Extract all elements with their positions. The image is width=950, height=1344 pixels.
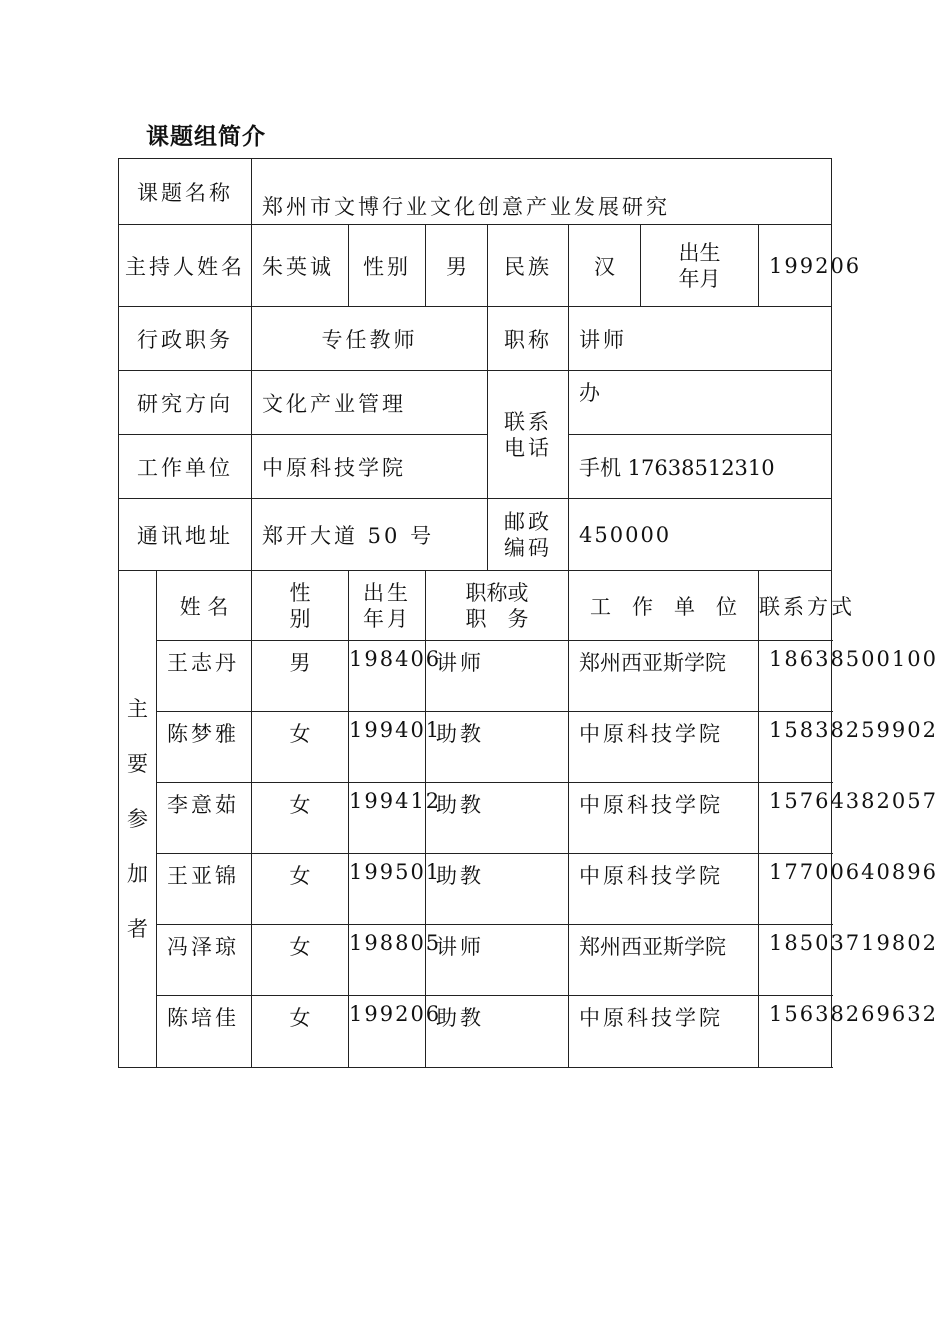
- participant-row: [119, 641, 832, 712]
- postcode-label-line2: 编码: [504, 535, 552, 560]
- host-row: [119, 225, 832, 307]
- participant-birth: 198406: [349, 641, 426, 712]
- rank-label: 职称: [488, 307, 569, 371]
- project-team-table: [118, 158, 938, 1068]
- research-direction-value: 文化产业管理: [252, 371, 488, 435]
- participants-header-row: [119, 571, 832, 641]
- participant-contact: 18638500100: [759, 641, 832, 712]
- header-rank-line2: 职 务: [465, 606, 529, 631]
- participant-gender: 男: [252, 641, 349, 712]
- admin-row: [119, 307, 832, 371]
- contact-phone-label: [488, 371, 569, 499]
- ethnicity-label: 民族: [488, 225, 569, 307]
- host-name-label: 主持人姓名: [119, 225, 252, 307]
- participant-birth: 199412: [349, 783, 426, 854]
- participant-birth: 199401: [349, 712, 426, 783]
- participant-contact: 15838259902: [759, 712, 832, 783]
- admin-post-value: 专任教师: [252, 307, 488, 371]
- header-birth-line2: 年月: [363, 606, 411, 631]
- mobile-phone-value: 手机 17638512310: [569, 435, 832, 499]
- header-birth-line1: 出生: [363, 580, 411, 605]
- gender-value: 男: [426, 225, 488, 307]
- admin-post-label: 行政职务: [119, 307, 252, 371]
- participant-contact: 18503719802: [759, 925, 832, 996]
- postcode-label-line1: 邮政: [504, 509, 552, 534]
- host-name-value: 朱英诚: [252, 225, 349, 307]
- header-rank: [426, 571, 569, 641]
- rank-value: 讲师: [569, 307, 832, 371]
- participant-name: 王亚锦: [157, 854, 252, 925]
- birth-value: 199206: [759, 225, 832, 307]
- participant-gender: 女: [252, 712, 349, 783]
- main-participants-char: 者: [127, 916, 148, 941]
- participant-unit: 中原科技学院: [569, 854, 759, 925]
- participant-gender: 女: [252, 925, 349, 996]
- participant-row: [119, 925, 832, 996]
- participant-unit: 郑州西亚斯学院: [569, 925, 759, 996]
- project-name-row: [119, 159, 832, 225]
- participant-name: 冯泽琼: [157, 925, 252, 996]
- participant-birth: 199206: [349, 996, 426, 1068]
- contact-phone-label-line2: 电话: [504, 435, 552, 460]
- participant-rank: 助教: [426, 712, 569, 783]
- address-label: 通讯地址: [119, 499, 252, 571]
- gender-label: 性别: [349, 225, 426, 307]
- participant-gender: 女: [252, 854, 349, 925]
- main-participants-char: 主: [127, 696, 148, 721]
- address-row: [119, 499, 832, 571]
- main-participants-char: 参: [127, 806, 148, 831]
- project-name-label: 课题名称: [119, 159, 252, 225]
- header-unit: 工 作 单 位: [569, 571, 759, 641]
- postcode-label: [488, 499, 569, 571]
- birth-label-line2: 年月: [678, 266, 721, 291]
- participant-row: [119, 996, 832, 1068]
- participant-name: 陈梦雅: [157, 712, 252, 783]
- header-gender-line1: 性: [289, 580, 311, 605]
- participant-birth: 199501: [349, 854, 426, 925]
- header-gender: [252, 571, 349, 641]
- header-birth: [349, 571, 426, 641]
- main-participants-label: [119, 571, 157, 1068]
- header-contact: 联系方式: [759, 571, 832, 641]
- main-participants-char: 加: [127, 861, 148, 886]
- work-unit-row: [119, 435, 832, 499]
- project-name-value: 郑州市文博行业文化创意产业发展研究: [252, 159, 832, 225]
- form-title: 课题组简介: [146, 124, 266, 150]
- participant-rank: 助教: [426, 783, 569, 854]
- ethnicity-value: 汉: [569, 225, 641, 307]
- work-unit-label: 工作单位: [119, 435, 252, 499]
- participant-contact: 17700640896: [759, 854, 832, 925]
- participant-unit: 中原科技学院: [569, 783, 759, 854]
- participant-gender: 女: [252, 783, 349, 854]
- header-name: 姓 名: [157, 571, 252, 641]
- participant-unit: 中原科技学院: [569, 712, 759, 783]
- participant-gender: 女: [252, 996, 349, 1068]
- participant-unit: 郑州西亚斯学院: [569, 641, 759, 712]
- birth-label: [641, 225, 759, 307]
- birth-label-line1: 出生: [678, 240, 721, 265]
- participant-row: [119, 854, 832, 925]
- header-rank-line1: 职称或: [465, 580, 529, 605]
- participant-rank: 助教: [426, 854, 569, 925]
- header-gender-line2: 别: [289, 606, 311, 631]
- participant-rank: 讲师: [426, 925, 569, 996]
- participant-name: 陈培佳: [157, 996, 252, 1068]
- participant-rank: 助教: [426, 996, 569, 1068]
- work-unit-value: 中原科技学院: [252, 435, 488, 499]
- participant-rank: 讲师: [426, 641, 569, 712]
- participant-contact: 15638269632: [759, 996, 832, 1068]
- research-direction-label: 研究方向: [119, 371, 252, 435]
- participant-row: [119, 783, 832, 854]
- participant-name: 李意茹: [157, 783, 252, 854]
- participant-name: 王志丹: [157, 641, 252, 712]
- research-row: [119, 371, 832, 435]
- participant-unit: 中原科技学院: [569, 996, 759, 1068]
- main-participants-char: 要: [127, 751, 148, 776]
- contact-phone-label-line1: 联系: [504, 409, 552, 434]
- participant-contact: 15764382057: [759, 783, 832, 854]
- participant-row: [119, 712, 832, 783]
- participant-birth: 198805: [349, 925, 426, 996]
- address-value: 郑开大道 50 号: [252, 499, 488, 571]
- office-phone-value: 办: [569, 371, 832, 435]
- postcode-value: 450000: [569, 499, 832, 571]
